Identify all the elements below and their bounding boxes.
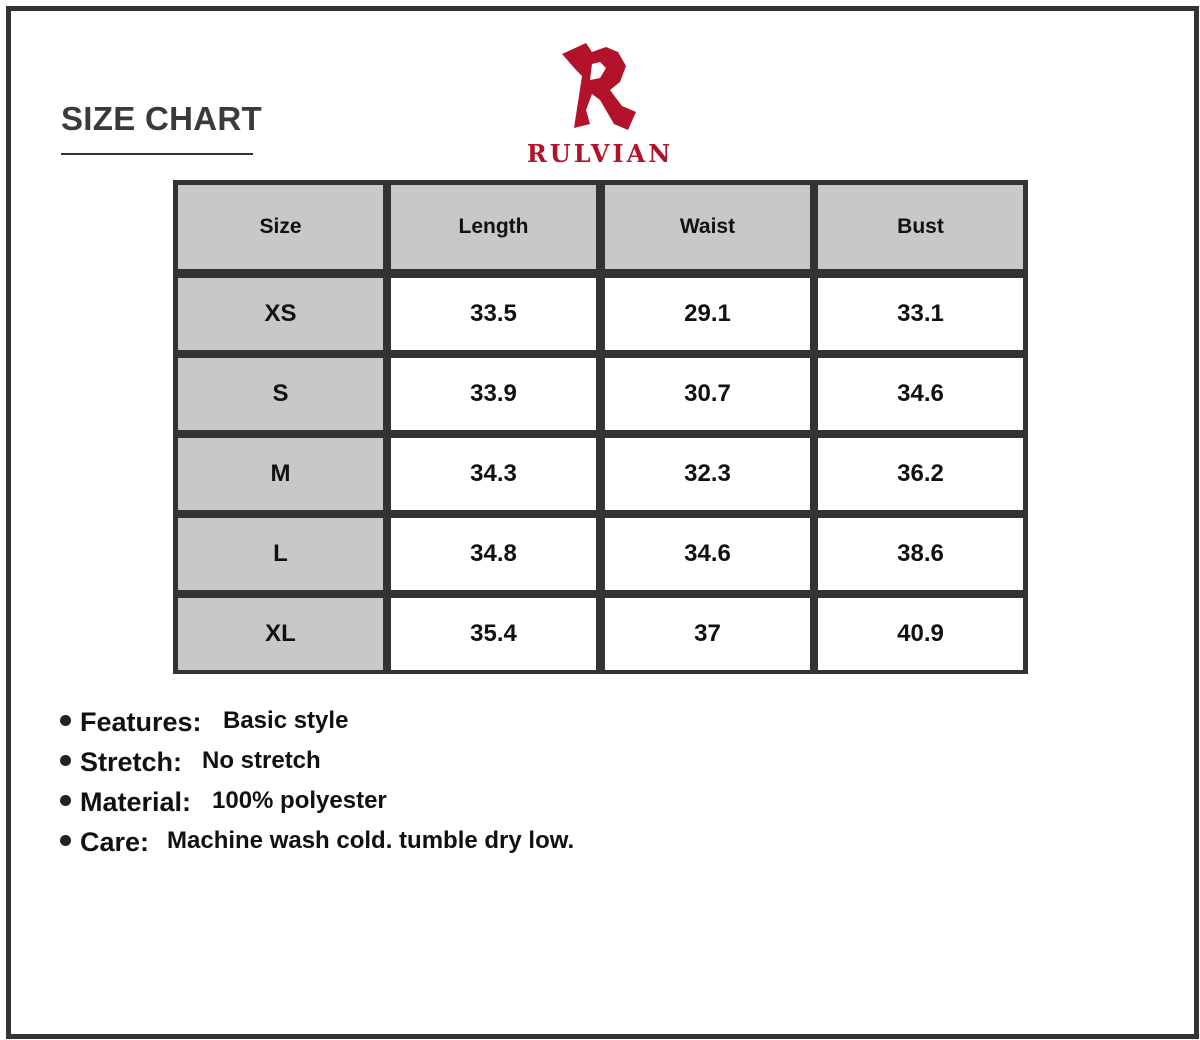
measurement-cell: 33.1 [818,278,1023,350]
measurement-cell: 37 [605,598,810,670]
rulvian-r-logo-icon [556,40,644,132]
size-label-cell: S [178,358,383,430]
measurement-cell: 32.3 [605,438,810,510]
size-table [173,180,1028,674]
brand-name: RULVIAN [526,139,674,168]
column-header-length: Length [391,185,596,269]
measurement-cell: 34.8 [391,518,596,590]
bullet-icon [60,755,71,766]
measurement-cell: 34.6 [818,358,1023,430]
bullet-icon [60,715,71,726]
size-label-cell: XS [178,278,383,350]
note-label: Features: [80,707,202,737]
column-header-size: Size [178,185,383,269]
bullet-icon [60,795,71,806]
column-header-bust: Bust [818,185,1023,269]
bullet-icon [60,835,71,846]
measurement-cell: 30.7 [605,358,810,430]
size-label-cell: L [178,518,383,590]
note-value: No stretch [202,747,321,774]
size-label-cell: M [178,438,383,510]
note-label: Care: [80,827,150,857]
note-label: Stretch: [80,747,183,777]
size-label-cell: XL [178,598,383,670]
measurement-cell: 29.1 [605,278,810,350]
note-value: 100% polyester [212,787,387,814]
note-value: Basic style [223,707,349,734]
measurement-cell: 34.6 [605,518,810,590]
brand-logo [520,40,680,170]
note-label: Material: [80,787,192,817]
measurement-cell: 33.5 [391,278,596,350]
note-value: Machine wash cold. tumble dry low. [167,827,575,854]
measurement-cell: 36.2 [818,438,1023,510]
measurement-cell: 35.4 [391,598,596,670]
measurement-cell: 33.9 [391,358,596,430]
page-title: SIZE CHART [61,100,262,137]
column-header-waist: Waist [605,185,810,269]
measurement-cell: 38.6 [818,518,1023,590]
title-underline [61,153,253,155]
measurement-cell: 40.9 [818,598,1023,670]
measurement-cell: 34.3 [391,438,596,510]
